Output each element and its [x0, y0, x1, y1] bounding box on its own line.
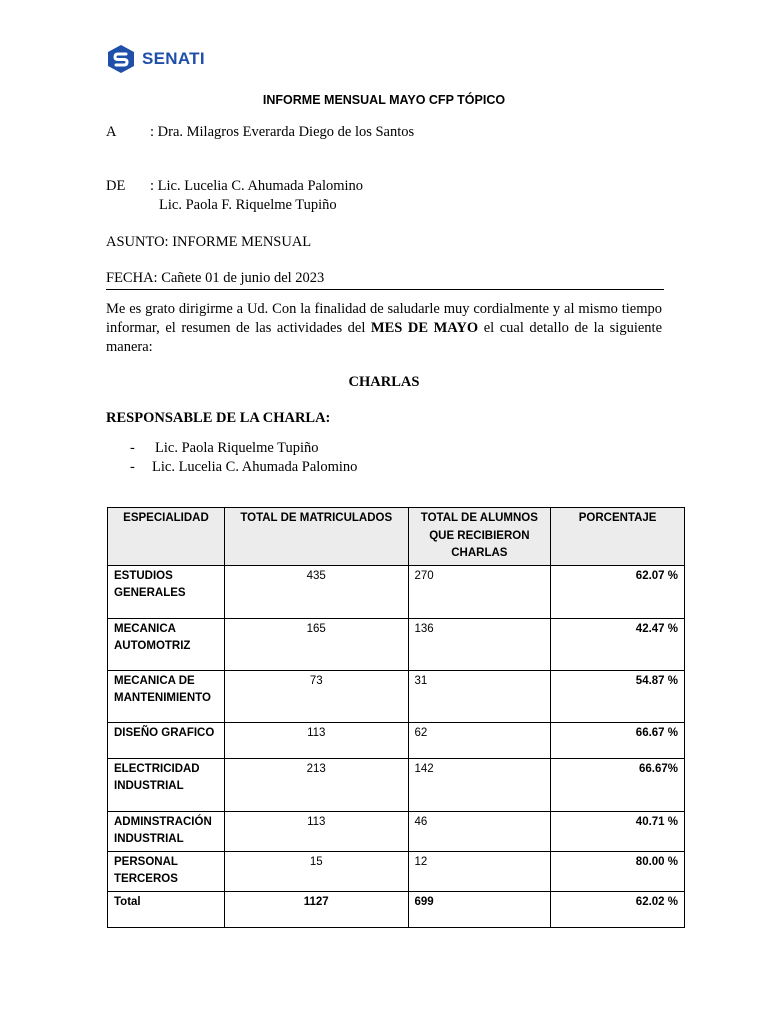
sender-value-2: Lic. Paola F. Riquelme Tupiño — [159, 197, 337, 213]
intro-paragraph — [106, 300, 662, 357]
cell-porcentaje: 80.00 % — [551, 851, 685, 891]
header-porcentaje: PORCENTAJE — [551, 508, 685, 566]
responsable-item: - Lic. Lucelia C. Ahumada Palomino — [130, 459, 358, 475]
cell-alumnos: 46 — [408, 811, 551, 851]
cell-matriculados: 113 — [224, 722, 408, 758]
table-row — [108, 618, 685, 670]
table-row — [108, 758, 685, 811]
cell-total-alumnos: 699 — [408, 891, 551, 927]
cell-porcentaje: 62.07 % — [551, 565, 685, 618]
cell-matriculados: 435 — [224, 565, 408, 618]
table-header-row — [108, 508, 685, 566]
cell-total-label: Total — [108, 891, 225, 927]
cell-porcentaje: 42.47 % — [551, 618, 685, 670]
cell-matriculados: 113 — [224, 811, 408, 851]
charlas-table — [107, 507, 685, 928]
responsable-name: Lic. Lucelia C. Ahumada Palomino — [152, 459, 358, 475]
cell-total-matriculados: 1127 — [224, 891, 408, 927]
cell-total-porcentaje: 62.02 % — [551, 891, 685, 927]
intro-text-bold: MES DE MAYO — [370, 320, 479, 336]
cell-alumnos: 270 — [408, 565, 551, 618]
cell-alumnos: 142 — [408, 758, 551, 811]
responsable-name: Lic. Paola Riquelme Tupiño — [155, 440, 319, 456]
cell-matriculados: 165 — [224, 618, 408, 670]
senati-logo-icon — [106, 44, 136, 74]
cell-alumnos: 31 — [408, 670, 551, 722]
cell-porcentaje: 40.71 % — [551, 811, 685, 851]
subject-line: ASUNTO: INFORME MENSUAL — [106, 234, 312, 250]
sender-value-1: : Lic. Lucelia C. Ahumada Palomino — [150, 178, 364, 194]
table-row — [108, 670, 685, 722]
cell-matriculados: 15 — [224, 851, 408, 891]
cell-matriculados: 73 — [224, 670, 408, 722]
recipient-label: A — [106, 124, 117, 140]
section-title: CHARLAS — [348, 374, 420, 390]
recipient-value: : Dra. Milagros Everarda Diego de los Santos — [150, 124, 415, 140]
logo-text: SENATI — [142, 49, 205, 68]
cell-matriculados: 213 — [224, 758, 408, 811]
responsable-item: - Lic. Paola Riquelme Tupiño — [130, 440, 319, 456]
cell-porcentaje: 66.67% — [551, 758, 685, 811]
cell-alumnos: 12 — [408, 851, 551, 891]
header-alumnos: TOTAL DE ALUMNOS QUE RECIBIERON CHARLAS — [408, 508, 551, 566]
date-line: FECHA: Cañete 01 de junio del 2023 — [106, 270, 325, 286]
table-row — [108, 722, 685, 758]
cell-porcentaje: 66.67 % — [551, 722, 685, 758]
header-divider — [106, 289, 664, 290]
cell-especialidad: MECANICA DE MANTENIMIENTO — [108, 670, 225, 722]
table-row — [108, 811, 685, 851]
cell-especialidad: ADMINSTRACIÓN INDUSTRIAL — [108, 811, 225, 851]
cell-especialidad: ESTUDIOS GENERALES — [108, 565, 225, 618]
table-total-row — [108, 891, 685, 927]
header-matriculados: TOTAL DE MATRICULADOS — [224, 508, 408, 566]
cell-alumnos: 136 — [408, 618, 551, 670]
table-row — [108, 565, 685, 618]
sender-label: DE — [106, 178, 126, 194]
header-especialidad: ESPECIALIDAD — [108, 508, 225, 566]
cell-alumnos: 62 — [408, 722, 551, 758]
cell-especialidad: PERSONAL TERCEROS — [108, 851, 225, 891]
intro-text-1: Me es grato dirigirme a Ud. Con la finalidad de saludarle muy cordialmente y al mismo tiempo informar, el resumen de las actividades del — [106, 301, 662, 336]
intro-text-2: el cual detallo de la siguiente manera: — [106, 320, 663, 355]
cell-porcentaje: 54.87 % — [551, 670, 685, 722]
document-title: INFORME MENSUAL MAYO CFP TÓPICO — [262, 93, 506, 107]
senati-logo — [106, 44, 205, 74]
cell-especialidad: ELECTRICIDAD INDUSTRIAL — [108, 758, 225, 811]
responsables-title: RESPONSABLE DE LA CHARLA: — [106, 410, 331, 426]
cell-especialidad: MECANICA AUTOMOTRIZ — [108, 618, 225, 670]
table-row — [108, 851, 685, 891]
cell-especialidad: DISEÑO GRAFICO — [108, 722, 225, 758]
